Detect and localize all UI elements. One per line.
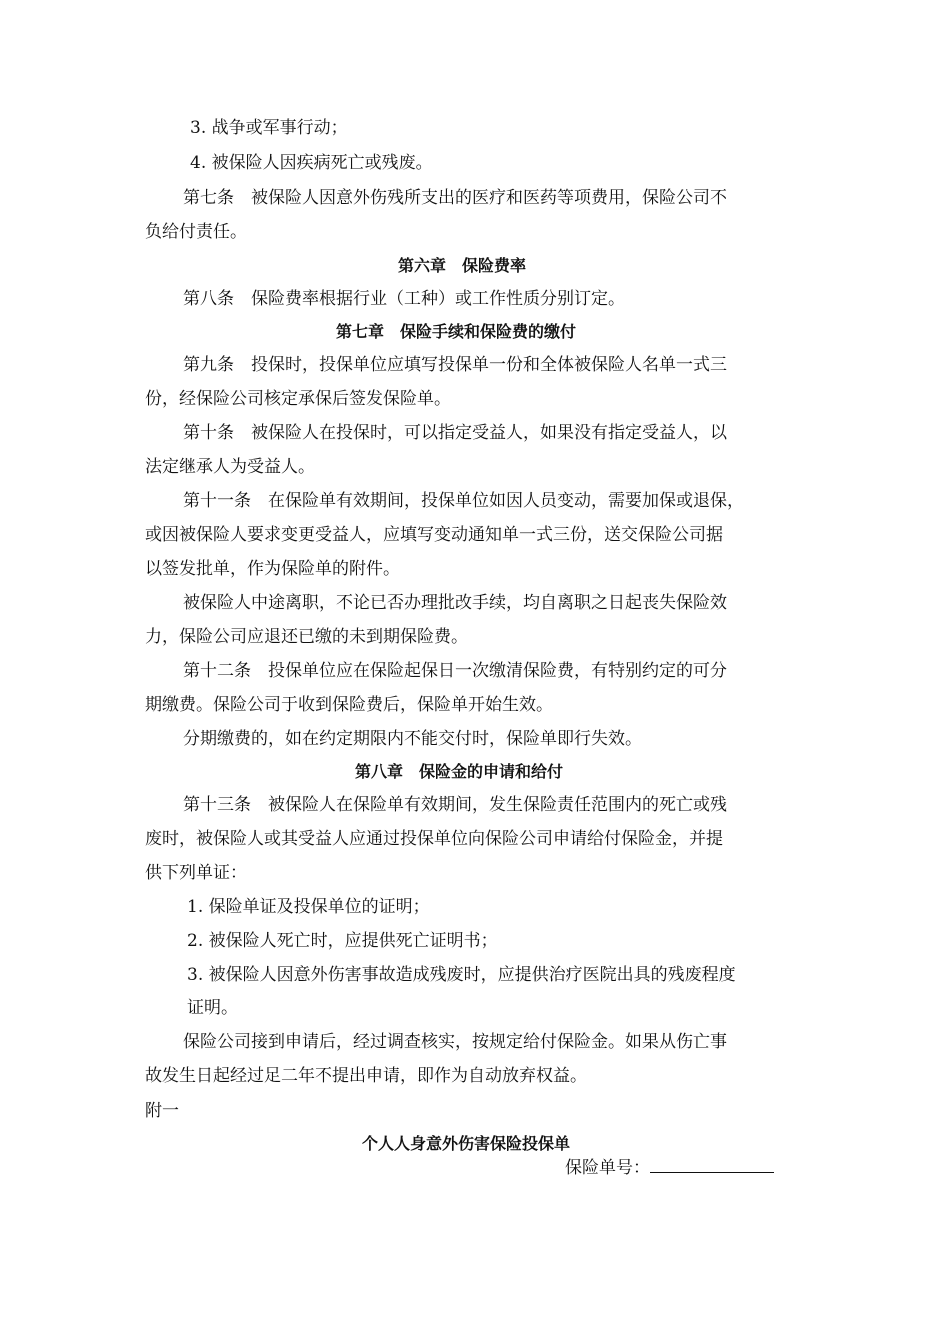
chapter-6-heading: 第六章 保险费率 <box>398 256 527 275</box>
article-10-line-2: 法定继承人为受益人。 <box>145 457 315 477</box>
list-item-disability-line-2: 证明。 <box>187 998 238 1018</box>
leave-paragraph-line-2: 力，保险公司应退还已缴的未到期保险费。 <box>145 627 468 647</box>
article-13-line-2: 废时，被保险人或其受益人应通过投保单位向保险公司申请给付保险金，并提 <box>145 829 723 849</box>
appendix-label: 附一 <box>145 1101 179 1121</box>
article-12-line-1: 第十二条 投保单位应在保险起保日一次缴清保险费，有特别约定的可分 <box>183 661 727 681</box>
article-9-line-1: 第九条 投保时，投保单位应填写投保单一份和全体被保险人名单一式三 <box>183 355 727 375</box>
list-item-death-certificate: 2. 被保险人死亡时，应提供死亡证明书； <box>187 931 498 951</box>
list-item-disability-line-1: 3. 被保险人因意外伤害事故造成残废时，应提供治疗医院出具的残废程度 <box>187 965 736 985</box>
list-item-war: 3. 战争或军事行动； <box>190 118 348 138</box>
chapter-8-heading: 第八章 保险金的申请和给付 <box>355 762 564 781</box>
article-13-line-3: 供下列单证： <box>145 863 247 883</box>
list-item-illness: 4. 被保险人因疾病死亡或残废。 <box>190 153 433 173</box>
policy-number-row <box>565 1156 774 1178</box>
article-7-line-2: 负给付责任。 <box>145 222 247 242</box>
list-item-policy-proof: 1. 保险单证及投保单位的证明； <box>187 897 430 917</box>
article-7-line-1: 第七条 被保险人因意外伤残所支出的医疗和医药等项费用，保险公司不 <box>183 188 727 208</box>
article-10-line-1: 第十条 被保险人在投保时，可以指定受益人，如果没有指定受益人，以 <box>183 423 727 443</box>
article-9-line-2: 份，经保险公司核定承保后签发保险单。 <box>145 389 451 409</box>
article-11-line-2: 或因被保险人要求变更受益人，应填写变动通知单一式三份，送交保险公司据 <box>145 525 723 545</box>
article-11-line-1: 第十一条 在保险单有效期间，投保单位如因人员变动，需要加保或退保， <box>183 491 744 511</box>
claim-paragraph-line-2: 故发生日起经过足二年不提出申请，即作为自动放弃权益。 <box>145 1066 587 1086</box>
article-11-line-3: 以签发批单，作为保险单的附件。 <box>145 559 400 579</box>
leave-paragraph-line-1: 被保险人中途离职，不论已否办理批改手续，均自离职之日起丧失保险效 <box>183 593 727 613</box>
chapter-7-heading: 第七章 保险手续和保险费的缴付 <box>336 322 577 341</box>
policy-number-label: 保险单号： <box>565 1158 650 1178</box>
policy-number-blank <box>650 1156 774 1173</box>
form-title: 个人人身意外伤害保险投保单 <box>362 1134 571 1153</box>
article-12-line-2: 期缴费。保险公司于收到保险费后，保险单开始生效。 <box>145 695 553 715</box>
article-13-line-1: 第十三条 被保险人在保险单有效期间，发生保险责任范围内的死亡或残 <box>183 795 727 815</box>
installment-paragraph: 分期缴费的，如在约定期限内不能交付时，保险单即行失效。 <box>183 729 642 749</box>
claim-paragraph-line-1: 保险公司接到申请后，经过调查核实，按规定给付保险金。如果从伤亡事 <box>183 1032 727 1052</box>
article-8: 第八条 保险费率根据行业（工种）或工作性质分别订定。 <box>183 289 625 309</box>
